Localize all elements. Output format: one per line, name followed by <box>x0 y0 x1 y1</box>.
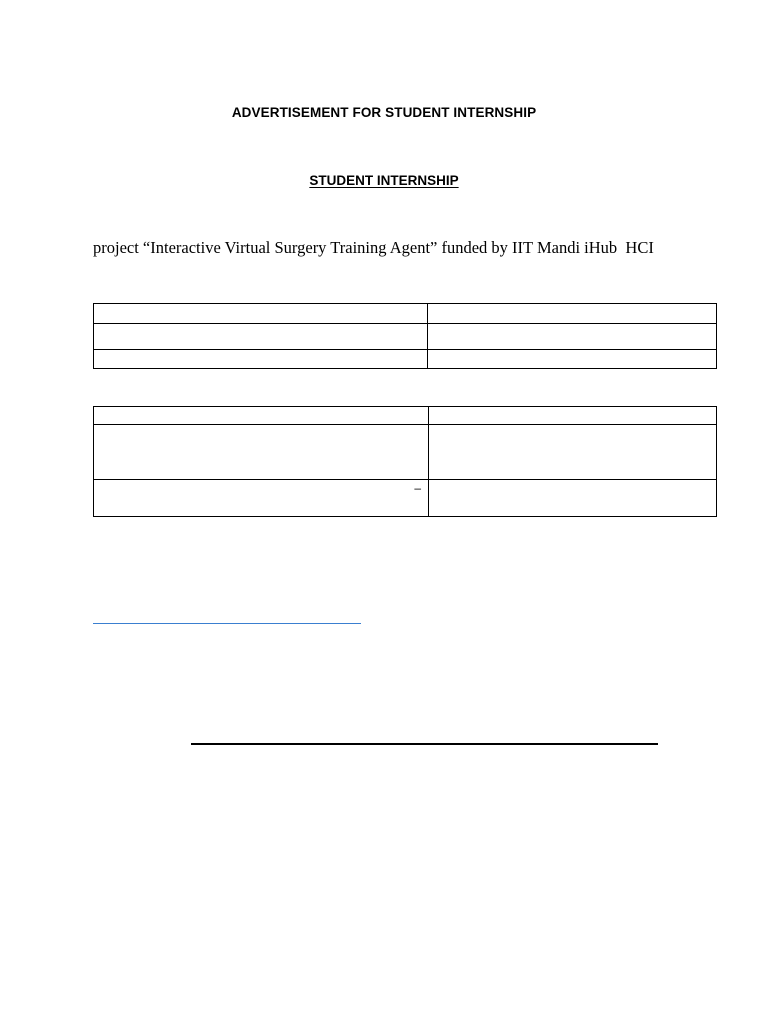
table-row <box>94 480 717 517</box>
table-cell <box>428 304 717 324</box>
table-cell <box>94 324 428 350</box>
table-cell <box>94 350 428 369</box>
info-table-2 <box>93 406 717 517</box>
table-cell <box>94 425 429 480</box>
table-row <box>94 350 717 369</box>
hyperlink-underline[interactable] <box>93 623 361 624</box>
table-cell <box>94 480 429 517</box>
document-title: ADVERTISEMENT FOR STUDENT INTERNSHIP <box>231 105 537 120</box>
info-table-1 <box>93 303 717 369</box>
project-description: project “Interactive Virtual Surgery Training Agent” funded by IIT Mandi iHub HCI <box>93 238 654 257</box>
dash-mark: – <box>414 481 421 495</box>
table-row <box>94 324 717 350</box>
table-row <box>94 407 717 425</box>
table-cell <box>428 350 717 369</box>
signature-line <box>191 743 658 745</box>
table-cell <box>94 304 428 324</box>
table-row <box>94 425 717 480</box>
table-cell <box>429 425 717 480</box>
table-cell <box>429 407 717 425</box>
document-subtitle: STUDENT INTERNSHIP <box>309 173 459 188</box>
table-cell <box>429 480 717 517</box>
table-cell <box>94 407 429 425</box>
table-cell <box>428 324 717 350</box>
table-row <box>94 304 717 324</box>
